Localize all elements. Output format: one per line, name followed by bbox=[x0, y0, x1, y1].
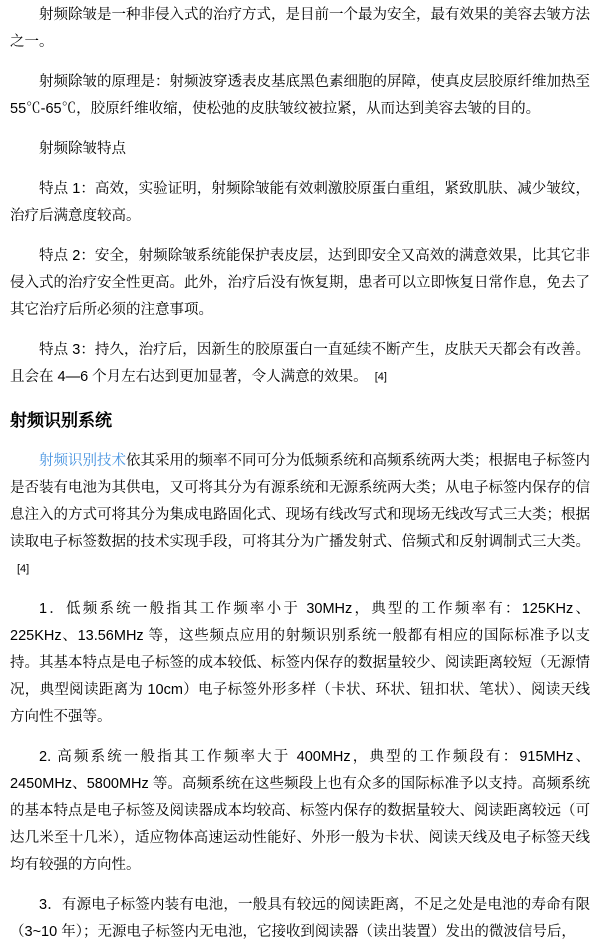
paragraph-active-passive-tags: 3．有源电子标签内装有电池，一般具有较远的阅读距离，不足之处是电池的寿命有限（3~10 年）；无源电子标签内无电池，它接收到阅读器（读出装置）发出的微波信号后， bbox=[10, 897, 590, 940]
paragraph-rf-wrinkle-principle: 射频除皱的原理是：射频波穿透表皮基底黑色素细胞的屏障，使真皮层胶原纤维加热至55℃-65℃，胶原纤维收缩，使松弛的皮肤皱纹被拉紧，从而达到美容去皱的目的。 bbox=[10, 74, 590, 117]
paragraph-low-freq-systems: 1．低频系统一般指其工作频率小于 30MHz，典型的工作频率有：125KHz、225KHz、13.56MHz 等，这些频点应用的射频识别系统一般都有相应的国际标准予以支持。其基本特点是电子标签的成本较低、标签内保存的数据量较少、阅读距离较短（无源情况，典型阅读距离为 10cm）电子标签外形多样（卡状、环状、钮扣状、笔状）、阅读天线方向性不强等。 bbox=[10, 601, 590, 725]
citation-ref-4[interactable]: [4] bbox=[17, 563, 30, 575]
paragraph-feature-1: 特点 1：高效，实验证明，射频除皱能有效刺激胶原蛋白重组，紧致肌肤、减少皱纹，治疗后满意度较高。 bbox=[10, 181, 590, 224]
paragraph-rf-wrinkle-intro: 射频除皱是一种非侵入式的治疗方式，是目前一个最为安全，最有效果的美容去皱方法之一。 bbox=[10, 7, 590, 50]
paragraph-rf-wrinkle-features-title: 射频除皱特点 bbox=[39, 141, 126, 157]
citation-ref-4[interactable]: [4] bbox=[374, 371, 387, 383]
section-heading-rfid-system: 射频识别系统 bbox=[10, 411, 112, 430]
rfid-classification-text: 依其采用的频率不同可分为低频系统和高频系统两大类；根据电子标签内是否装有电池为其供电，又可将其分为有源系统和无源系统两大类；从电子标签内保存的信息注入的方式可将其分为集成电路固化式、现场有线改写式和现场无线改写式三大类；根据读取电子标签数据的技术实现手段，可将其分为广播发射式、倍频式和反射调制式三大类。 bbox=[10, 453, 590, 550]
paragraph-rfid-classification bbox=[10, 448, 590, 583]
paragraph-feature-2: 特点 2：安全，射频除皱系统能保护表皮层，达到即安全又高效的满意效果，比其它非侵入式的治疗安全性更高。此外，治疗后没有恢复期，患者可以立即恢复日常作息，免去了其它治疗后所必须的注意事项。 bbox=[10, 248, 590, 318]
feature-3-text: 特点 3：持久，治疗后，因新生的胶原蛋白一直延续不断产生，皮肤天天都会有改善。且会在 4—6 个月左右达到更加显著，令人满意的效果。 bbox=[10, 342, 590, 385]
rfid-technology-link[interactable]: 射频识别技术 bbox=[39, 453, 126, 469]
paragraph-feature-3 bbox=[10, 337, 590, 391]
paragraph-high-freq-systems: 2. 高频系统一般指其工作频率大于 400MHz，典型的工作频段有：915MHz、2450MHz、5800MHz 等。高频系统在这些频段上也有众多的国际标准予以支持。高频系统的基本特点是电子标签及阅读器成本均较高、标签内保存的数据量较大、阅读距离较远（可达几米至十几米），适应物体高速运动性能好、外形一般为卡状、阅读天线及电子标签天线均有较强的方向性。 bbox=[10, 749, 590, 873]
